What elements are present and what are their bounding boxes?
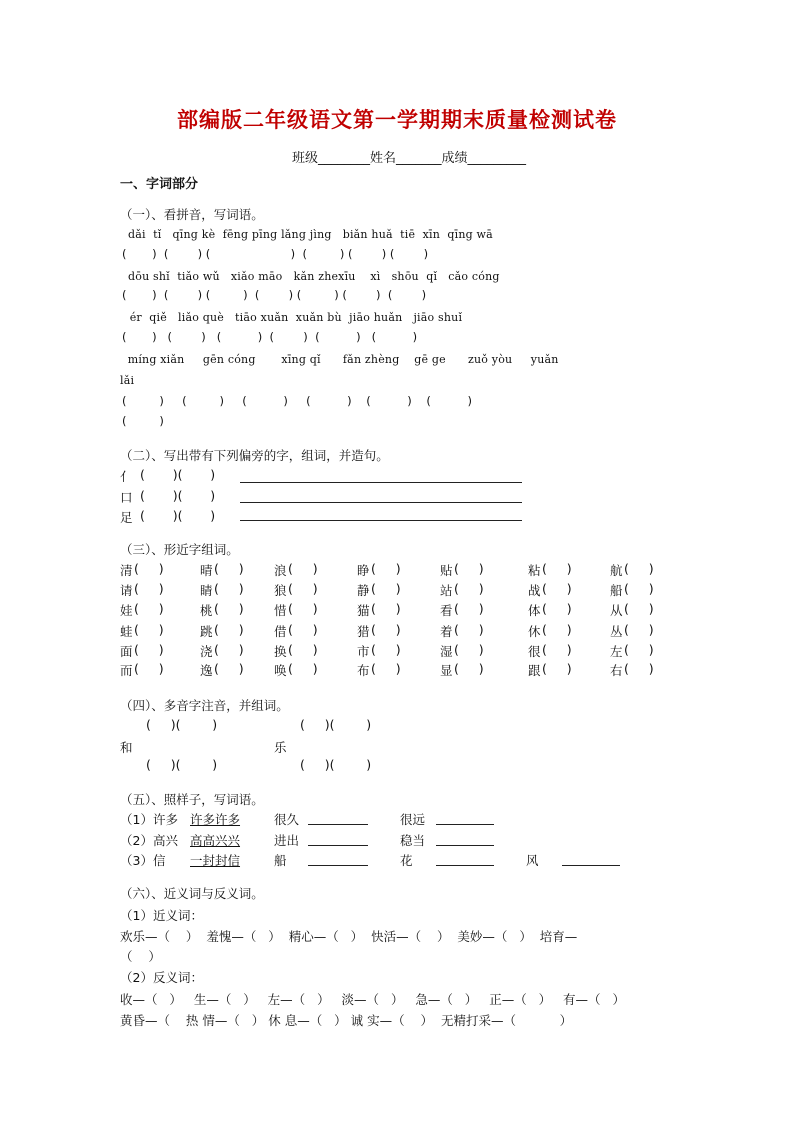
q4-parens-1a[interactable]: ( )( ) bbox=[146, 717, 218, 732]
q2-parens-3[interactable]: ( )( ) bbox=[140, 508, 216, 523]
q3-char: 清 bbox=[120, 563, 133, 578]
q3-char: 而 bbox=[120, 663, 133, 678]
q5-heading: （五）、照样子，写词语。 bbox=[120, 792, 264, 807]
q3-answer-parens[interactable]: ( ) bbox=[624, 661, 654, 676]
q3-answer-parens[interactable]: ( ) bbox=[288, 601, 318, 616]
q5-row3-word2: 花 bbox=[400, 853, 413, 868]
q1-heading: （一）、看拼音，写词语。 bbox=[120, 207, 264, 222]
q6-synonym-label: （1）近义词： bbox=[120, 908, 203, 923]
q3-answer-parens[interactable]: ( ) bbox=[371, 561, 401, 576]
q5-row1-word: （1）许多 bbox=[120, 812, 178, 827]
q3-char: 很 bbox=[528, 644, 541, 659]
q3-char: 跳 bbox=[200, 624, 213, 639]
q3-char: 船 bbox=[610, 583, 623, 598]
q2-radical-3: 足 bbox=[120, 510, 133, 525]
q3-answer-parens[interactable]: ( ) bbox=[542, 561, 572, 576]
q3-answer-parens[interactable]: ( ) bbox=[542, 581, 572, 596]
q3-char: 晴 bbox=[200, 563, 213, 578]
q3-char: 着 bbox=[440, 624, 453, 639]
q3-char: 睁 bbox=[357, 563, 370, 578]
q3-char: 体 bbox=[528, 603, 541, 618]
q3-char: 右 bbox=[610, 663, 623, 678]
q4-parens-1b[interactable]: ( )( ) bbox=[146, 757, 218, 772]
q3-answer-parens[interactable]: ( ) bbox=[624, 561, 654, 576]
q3-char: 跟 bbox=[528, 663, 541, 678]
q3-char: 休 bbox=[528, 624, 541, 639]
q6-synonym-wrap[interactable]: （ ） bbox=[120, 949, 161, 964]
q3-answer-parens[interactable]: ( ) bbox=[624, 581, 654, 596]
q3-char: 静 bbox=[357, 583, 370, 598]
q1-pinyin-row-4-wrap: lǎi bbox=[120, 374, 135, 387]
q5-row3-example: 一封封信 bbox=[190, 853, 241, 868]
q5-row3-blank3[interactable] bbox=[562, 865, 620, 866]
q3-char: 换 bbox=[274, 644, 287, 659]
q3-answer-parens[interactable]: ( ) bbox=[542, 601, 572, 616]
q3-answer-parens[interactable]: ( ) bbox=[134, 642, 164, 657]
q3-answer-parens[interactable]: ( ) bbox=[134, 581, 164, 596]
q2-sentence-line-1[interactable] bbox=[240, 482, 522, 483]
q6-antonym-line-2[interactable]: 黄昏—（ 热 情—（ ） 休 息—（ ） 诚 实—（ ） 无精打采—（ ） bbox=[120, 1013, 573, 1028]
q1-answer-row-1[interactable]: ( ) ( ) ( ) ( ) ( ) ( ) bbox=[122, 247, 429, 261]
q2-sentence-line-2[interactable] bbox=[240, 502, 522, 503]
q3-answer-parens[interactable]: ( ) bbox=[214, 642, 244, 657]
q3-answer-parens[interactable]: ( ) bbox=[454, 642, 484, 657]
q1-answer-row-4-last[interactable]: ( ) bbox=[122, 414, 164, 428]
q3-answer-parens[interactable]: ( ) bbox=[214, 561, 244, 576]
q3-answer-parens[interactable]: ( ) bbox=[134, 601, 164, 616]
q5-row1-word1: 很久 bbox=[274, 812, 300, 827]
q1-answer-row-4[interactable]: ( ) ( ) ( ) ( ) ( ) ( ) bbox=[122, 394, 472, 408]
q1-answer-row-3[interactable]: ( ) ( ) ( ) ( ) ( ) ( ) bbox=[122, 330, 418, 344]
q5-row1-word2: 很远 bbox=[400, 812, 426, 827]
q2-parens-1[interactable]: ( )( ) bbox=[140, 467, 216, 482]
q2-parens-2[interactable]: ( )( ) bbox=[140, 488, 216, 503]
student-info-line[interactable]: 班级________姓名_______成绩_________ bbox=[292, 151, 527, 166]
q5-row3-blank1[interactable] bbox=[308, 865, 368, 866]
q1-pinyin-row-3: ér qiě liǎo què tiāo xuǎn xuǎn bù jiāo huǎn jiāo shuǐ bbox=[126, 311, 463, 324]
q3-answer-parens[interactable]: ( ) bbox=[371, 622, 401, 637]
q3-answer-parens[interactable]: ( ) bbox=[542, 642, 572, 657]
q3-char: 桃 bbox=[200, 603, 213, 618]
q3-answer-parens[interactable]: ( ) bbox=[624, 642, 654, 657]
q4-parens-2a[interactable]: ( )( ) bbox=[300, 717, 372, 732]
q5-row2-blank1[interactable] bbox=[308, 845, 368, 846]
q3-answer-parens[interactable]: ( ) bbox=[288, 581, 318, 596]
q3-answer-parens[interactable]: ( ) bbox=[214, 601, 244, 616]
q5-row3-word: （3）信 bbox=[120, 853, 166, 868]
q3-answer-parens[interactable]: ( ) bbox=[624, 601, 654, 616]
q5-row2-word1: 进出 bbox=[274, 833, 300, 848]
q1-pinyin-row-2: dōu shǐ tiǎo wǔ xiǎo māo kǎn zhexīu xì shōu qǐ cǎo cóng bbox=[128, 270, 500, 283]
q3-char: 借 bbox=[274, 624, 287, 639]
q3-answer-parens[interactable]: ( ) bbox=[214, 581, 244, 596]
q3-answer-parens[interactable]: ( ) bbox=[134, 661, 164, 676]
q3-answer-parens[interactable]: ( ) bbox=[288, 622, 318, 637]
q3-char: 湿 bbox=[440, 644, 453, 659]
q2-radical-1: 亻 bbox=[120, 469, 133, 484]
q3-answer-parens[interactable]: ( ) bbox=[624, 622, 654, 637]
q3-answer-parens[interactable]: ( ) bbox=[454, 561, 484, 576]
q4-char-2: 乐 bbox=[274, 740, 287, 755]
q3-char: 航 bbox=[610, 563, 623, 578]
q2-radical-2: 口 bbox=[120, 490, 133, 505]
q5-row2-blank2[interactable] bbox=[436, 845, 494, 846]
q3-char: 贴 bbox=[440, 563, 453, 578]
q3-answer-parens[interactable]: ( ) bbox=[371, 642, 401, 657]
q3-answer-parens[interactable]: ( ) bbox=[288, 561, 318, 576]
q6-synonym-line[interactable]: 欢乐—（ ） 羞愧—（ ） 精心—（ ） 快活—（ ） 美妙—（ ） 培育— bbox=[120, 929, 578, 944]
q4-parens-2b[interactable]: ( )( ) bbox=[300, 757, 372, 772]
q3-char: 看 bbox=[440, 603, 453, 618]
q5-row1-example: 许多许多 bbox=[190, 812, 241, 827]
q3-char: 猫 bbox=[357, 603, 370, 618]
q3-answer-parens[interactable]: ( ) bbox=[371, 661, 401, 676]
q3-answer-parens[interactable]: ( ) bbox=[134, 561, 164, 576]
q3-char: 唤 bbox=[274, 663, 287, 678]
q1-pinyin-row-4: míng xiǎn gēn cóng xīng qǐ fǎn zhèng gē ge zuǒ yòu yuǎn bbox=[124, 353, 559, 366]
q3-heading: （三）、形近字组词。 bbox=[120, 542, 239, 557]
section-heading-words: 一、字词部分 bbox=[120, 177, 199, 192]
q6-antonym-label: （2）反义词： bbox=[120, 970, 203, 985]
q5-row1-blank2[interactable] bbox=[436, 824, 494, 825]
q3-answer-parens[interactable]: ( ) bbox=[214, 661, 244, 676]
q5-row2-word: （2）高兴 bbox=[120, 833, 178, 848]
q5-row2-word2: 稳当 bbox=[400, 833, 426, 848]
q2-sentence-line-3[interactable] bbox=[240, 520, 522, 521]
q3-answer-parens[interactable]: ( ) bbox=[371, 601, 401, 616]
q6-antonym-line-1[interactable]: 收—（ ） 生—（ ） 左—（ ） 淡—（ ） 急—（ ） 正—（ ） 有—（ ） bbox=[120, 992, 625, 1007]
q3-char: 左 bbox=[610, 644, 623, 659]
q5-row3-word3: 风 bbox=[526, 853, 539, 868]
q3-char: 布 bbox=[357, 663, 370, 678]
q3-char: 粘 bbox=[528, 563, 541, 578]
q3-char: 狼 bbox=[274, 583, 287, 598]
q3-answer-parens[interactable]: ( ) bbox=[454, 581, 484, 596]
q5-row2-example: 高高兴兴 bbox=[190, 833, 241, 848]
q4-char-1: 和 bbox=[120, 740, 133, 755]
q5-row1-blank1[interactable] bbox=[308, 824, 368, 825]
q3-answer-parens[interactable]: ( ) bbox=[542, 661, 572, 676]
q3-char: 娃 bbox=[120, 603, 133, 618]
q3-answer-parens[interactable]: ( ) bbox=[134, 622, 164, 637]
q3-char: 睛 bbox=[200, 583, 213, 598]
q1-pinyin-row-1: dǎi tǐ qīng kè fēng pīng lǎng jìng biǎn huǎ tiē xīn qīng wā bbox=[128, 228, 493, 241]
q3-char: 惜 bbox=[274, 603, 287, 618]
q3-char: 请 bbox=[120, 583, 133, 598]
q5-row3-word1: 船 bbox=[274, 853, 287, 868]
q2-heading: （二）、写出带有下列偏旁的字，组词，并造句。 bbox=[120, 448, 389, 463]
q3-char: 从 bbox=[610, 603, 623, 618]
q3-char: 浇 bbox=[200, 644, 213, 659]
q3-answer-parens[interactable]: ( ) bbox=[454, 622, 484, 637]
q3-char: 浪 bbox=[274, 563, 287, 578]
q3-char: 显 bbox=[440, 663, 453, 678]
q3-answer-parens[interactable]: ( ) bbox=[454, 601, 484, 616]
q3-answer-parens[interactable]: ( ) bbox=[288, 642, 318, 657]
page-title: 部编版二年级语文第一学期期末质量检测试卷 bbox=[177, 107, 617, 132]
q3-char: 站 bbox=[440, 583, 453, 598]
q3-char: 猎 bbox=[357, 624, 370, 639]
q3-answer-parens[interactable]: ( ) bbox=[214, 622, 244, 637]
q5-row3-blank2[interactable] bbox=[436, 865, 494, 866]
q3-answer-parens[interactable]: ( ) bbox=[371, 581, 401, 596]
q3-char: 战 bbox=[528, 583, 541, 598]
q3-char: 丛 bbox=[610, 624, 623, 639]
q4-heading: （四）、多音字注音，并组词。 bbox=[120, 698, 289, 713]
q3-answer-parens[interactable]: ( ) bbox=[288, 661, 318, 676]
q3-answer-parens[interactable]: ( ) bbox=[454, 661, 484, 676]
q3-char: 蛙 bbox=[120, 624, 133, 639]
q3-char: 面 bbox=[120, 644, 133, 659]
q3-char: 逸 bbox=[200, 663, 213, 678]
q3-char: 市 bbox=[357, 644, 370, 659]
q1-answer-row-2[interactable]: ( ) ( ) ( ) ( ) ( ) ( ) ( ) bbox=[122, 288, 427, 302]
q3-answer-parens[interactable]: ( ) bbox=[542, 622, 572, 637]
q6-heading: （六）、近义词与反义词。 bbox=[120, 886, 264, 901]
